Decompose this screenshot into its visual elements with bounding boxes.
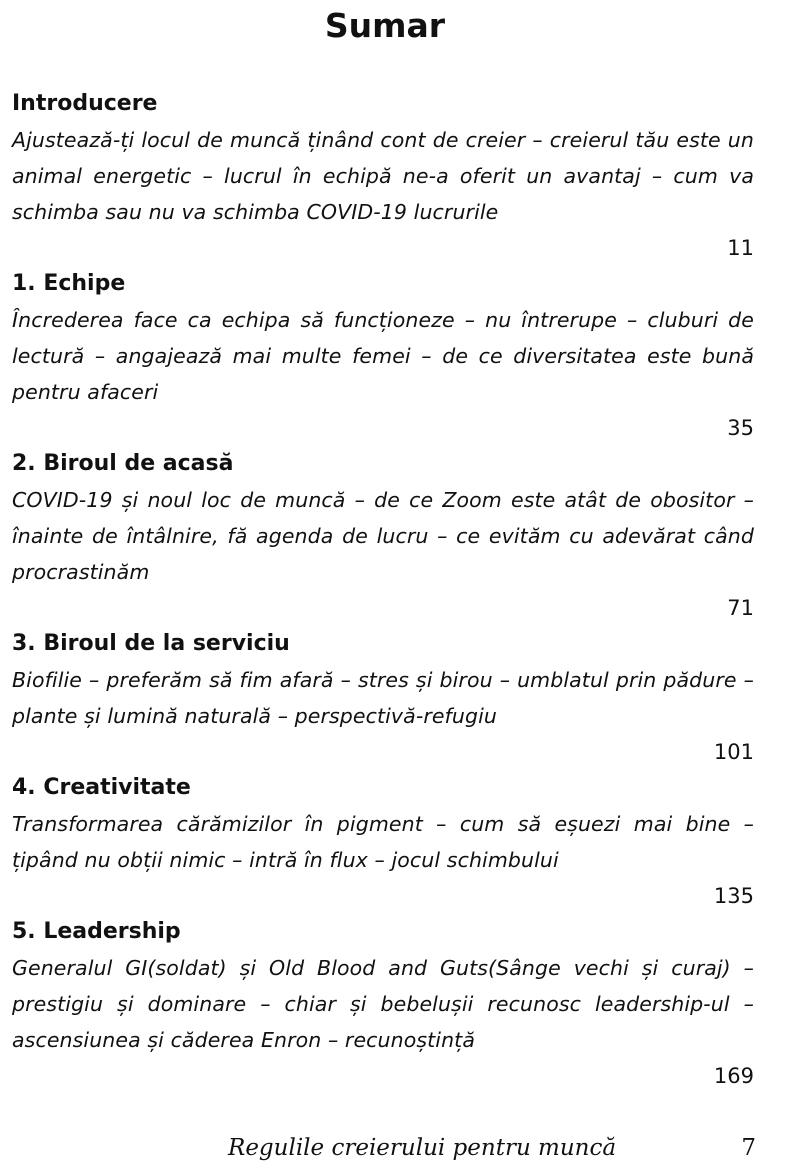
toc-entry-introducere xyxy=(12,86,754,266)
toc-entry-title: Introducere xyxy=(12,91,158,116)
toc-entry-page-number: 101 xyxy=(713,740,754,764)
toc-entry-title: 2. Biroul de acasă xyxy=(12,451,234,476)
toc-entry-page-number: 135 xyxy=(713,884,754,908)
toc-entry-creativitate xyxy=(12,770,754,914)
toc-entry-page-number: 169 xyxy=(713,1064,754,1088)
toc-entry-echipe xyxy=(12,266,754,446)
table-of-contents xyxy=(12,86,754,1094)
toc-entry-title: 5. Leadership xyxy=(12,919,181,944)
toc-entry-title: 3. Biroul de la serviciu xyxy=(12,631,290,656)
footer-book-title: Regulile creierului pentru muncă xyxy=(228,1135,617,1161)
toc-entry-page-number: 35 xyxy=(727,416,754,440)
toc-entry-description: COVID-19 și noul loc de muncă – de ce Zoom este atât de obositor – înainte de întâlnire, fă agenda de lucru – ce evităm cu adevărat când procrastinăm xyxy=(12,488,754,584)
toc-entry-description: Ajustează-ți locul de muncă ținând cont de creier – creierul tău este un animal energetic – lucrul în echipă ne-a oferit un avantaj – cum va schimba sau nu va schimba COVID-19 lucrurile xyxy=(12,128,754,224)
toc-entry-leadership xyxy=(12,914,754,1094)
page-title: Sumar xyxy=(324,6,446,45)
toc-entry-title: 1. Echipe xyxy=(12,271,126,296)
toc-entry-page-number: 11 xyxy=(727,236,754,260)
page-footer xyxy=(0,1128,800,1168)
footer-page-number: 7 xyxy=(741,1135,756,1161)
toc-entry-page-number: 71 xyxy=(727,596,754,620)
toc-entry-description: Generalul GI(soldat) și Old Blood and Guts(Sânge vechi și curaj) – prestigiu și dominare – chiar și bebelușii recunosc leadership-ul – ascensiunea și căderea Enron – recunoștință xyxy=(12,956,754,1052)
toc-entry-description: Biofilie – preferăm să fim afară – stres și birou – umblatul prin pădure – plante și lumină naturală – perspectivă-refugiu xyxy=(12,668,754,728)
toc-entry-biroul-de-la-serviciu xyxy=(12,626,754,770)
toc-entry-description: Încrederea face ca echipa să funcționeze – nu întrerupe – cluburi de lectură – angajează mai multe femei – de ce diversitatea este bună pentru afaceri xyxy=(12,308,754,404)
toc-entry-biroul-de-acasa xyxy=(12,446,754,626)
toc-entry-title: 4. Creativitate xyxy=(12,775,191,800)
toc-entry-description: Transformarea cărămizilor în pigment – cum să eșuezi mai bine – țipând nu obții nimic – intră în flux – jocul schimbului xyxy=(12,812,754,872)
